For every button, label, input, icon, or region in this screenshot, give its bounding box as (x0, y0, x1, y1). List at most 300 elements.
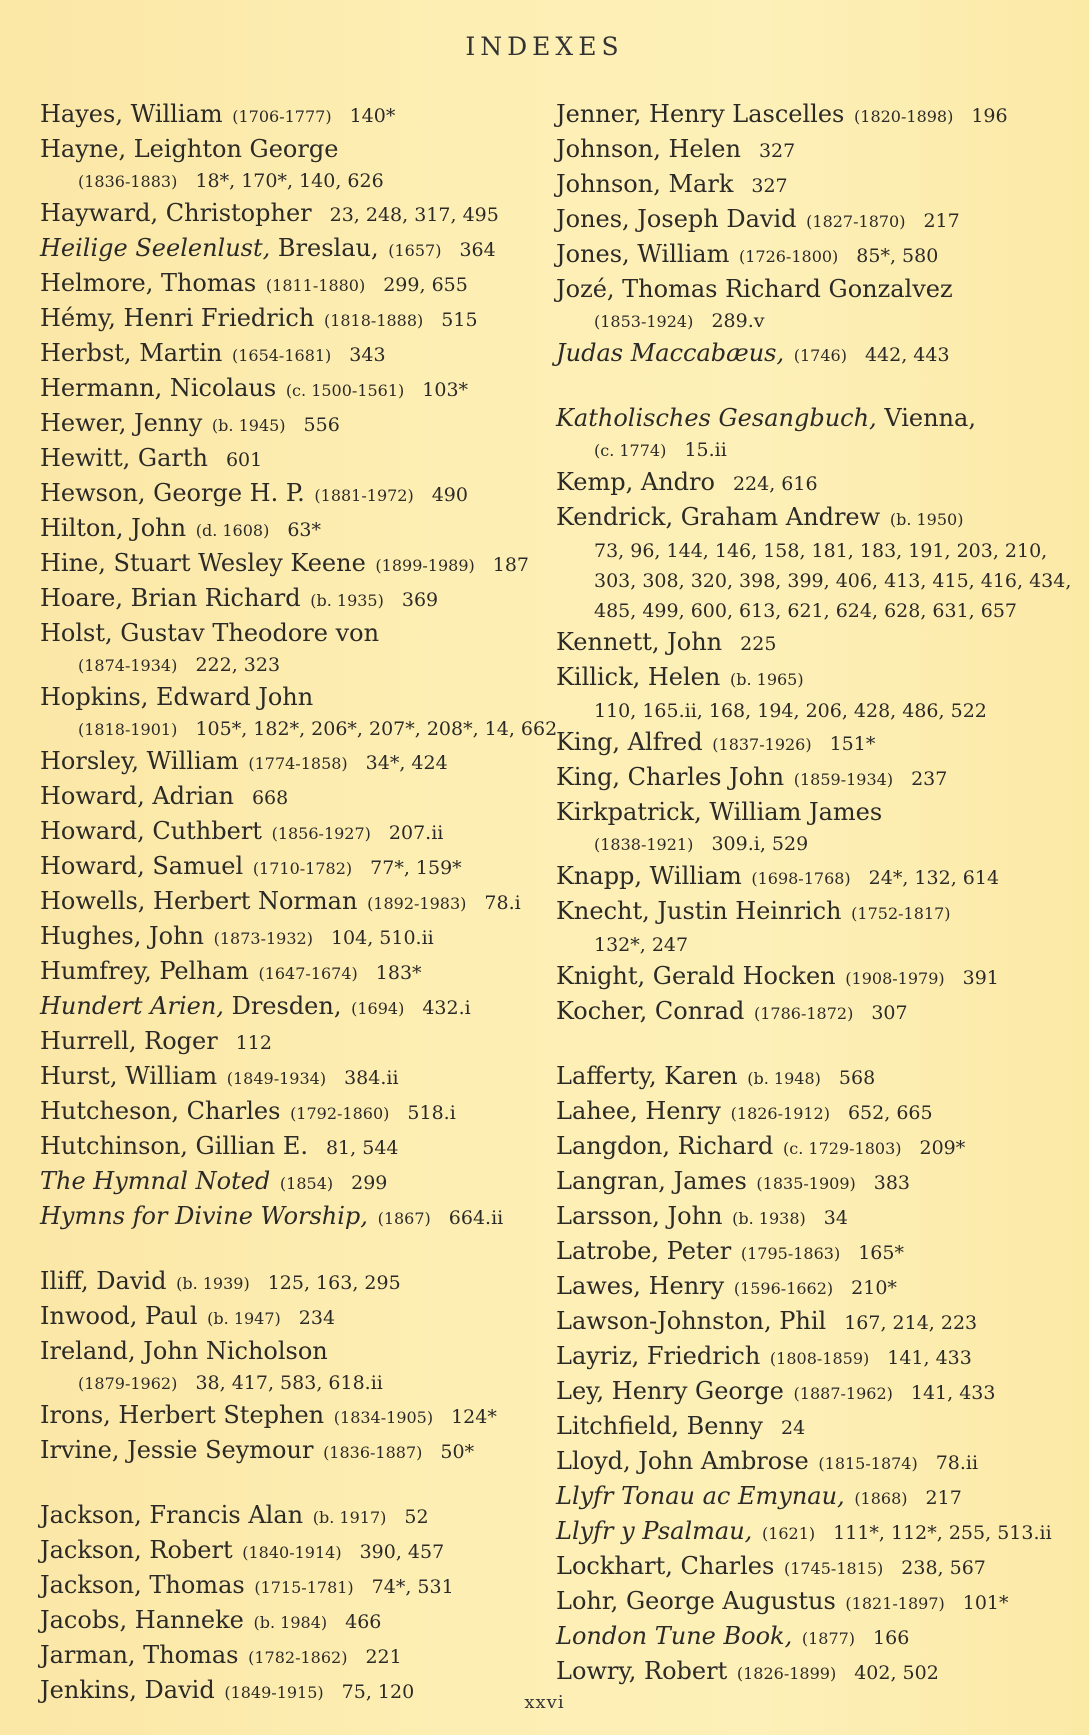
entry-name: Hémy, Henri Friedrich (40, 304, 315, 332)
entry-name: Hopkins, Edward John (40, 683, 314, 711)
entry-name: Kendrick, Graham Andrew (556, 503, 881, 531)
entry-dates: (1746) (793, 346, 847, 365)
entry-name: Larsson, John (556, 1202, 723, 1230)
entry-name: Humfrey, Pelham (40, 957, 249, 985)
entry-name: London Tune Book, (556, 1622, 793, 1650)
index-entry (556, 1095, 1076, 1130)
entry-place: Dresden, (231, 992, 342, 1020)
entry-pages: 34 (823, 1207, 848, 1229)
index-entry (40, 1604, 560, 1639)
entry-dates: (1827-1870) (806, 212, 906, 231)
entry-pages: 103* (422, 379, 469, 401)
index-entry (40, 1300, 560, 1335)
index-entry (556, 661, 1076, 726)
section-gap (40, 1235, 560, 1265)
index-entry (40, 1639, 560, 1674)
entry-continuation (40, 650, 560, 681)
entry-name: Herbst, Martin (40, 339, 223, 367)
entry-pages: 50* (440, 1441, 475, 1463)
index-entry (556, 796, 1076, 860)
entry-dates: (c. 1500-1561) (285, 381, 405, 400)
entry-pages: 78.ii (935, 1452, 979, 1474)
index-entry (40, 1335, 560, 1399)
entry-name: Howard, Samuel (40, 852, 244, 880)
entry-dates: (1837-1926) (712, 735, 812, 754)
entry-dates: (1815-1874) (818, 1454, 918, 1473)
entry-pages: 75, 120 (341, 1681, 415, 1703)
entry-continuation (556, 435, 1076, 466)
entry-dates: (1792-1860) (290, 1104, 390, 1123)
index-entry (556, 337, 1076, 372)
index-entry (40, 681, 560, 745)
entry-pages: 237 (911, 768, 948, 790)
entry-pages: 52 (404, 1506, 429, 1528)
index-entry (556, 1585, 1076, 1620)
entry-dates: (1877) (801, 1629, 856, 1648)
entry-name: Hilton, John (40, 514, 187, 542)
index-entry (556, 466, 1076, 501)
entry-pages: 151* (829, 733, 876, 755)
index-entry (40, 920, 560, 955)
index-entry (40, 617, 560, 681)
entry-dates: (1836-1883) (78, 172, 178, 191)
index-entry (40, 1534, 560, 1569)
index-entry (40, 1399, 560, 1434)
index-entry (40, 512, 560, 547)
entry-pages: 369 (401, 589, 439, 611)
entry-name: Hoare, Brian Richard (40, 584, 301, 612)
entry-name: Johnson, Mark (556, 170, 734, 198)
entry-dates: (1873-1932) (213, 929, 313, 948)
index-entry (40, 815, 560, 850)
entry-dates: (1879-1962) (78, 1374, 178, 1393)
entry-pages: 104, 510.ii (330, 927, 434, 949)
entry-pages: 383 (873, 1172, 911, 1194)
entry-dates: (c. 1729-1803) (783, 1139, 902, 1158)
index-entry (556, 1130, 1076, 1165)
entry-pages: 222, 323 (195, 654, 281, 676)
index-entry (556, 1270, 1076, 1305)
entry-dates: (1710-1782) (252, 859, 353, 878)
entry-name: Johnson, Helen (556, 135, 741, 163)
index-entry (556, 402, 1076, 466)
entry-place: Vienna, (884, 404, 976, 432)
entry-pages: 110, 165.ii, 168, 194, 206, 428, 486, 522 (594, 700, 987, 722)
entry-dates: (b. 1935) (310, 591, 384, 610)
index-entry (556, 203, 1076, 238)
entry-dates: (1782-1862) (248, 1648, 348, 1667)
index-entry (40, 1060, 560, 1095)
entry-name: Jozé, Thomas Richard Gonzalvez (556, 275, 953, 303)
entry-dates: (1647-1674) (258, 964, 358, 983)
entry-continuation (40, 714, 560, 745)
entry-pages: 224, 616 (732, 473, 818, 495)
index-entry (556, 960, 1076, 995)
entry-name: Howells, Herbert Norman (40, 887, 358, 915)
entry-pages: 34*, 424 (365, 752, 448, 774)
entry-name: Horsley, William (40, 747, 239, 775)
entry-dates: (1774-1858) (248, 754, 348, 773)
entry-dates: (1854) (279, 1174, 334, 1193)
entry-dates: (1836-1887) (323, 1443, 423, 1462)
section-gap (556, 372, 1076, 402)
entry-pages: 221 (365, 1646, 402, 1668)
index-entry (40, 990, 560, 1025)
entry-name: Hughes, John (40, 922, 204, 950)
entry-name: Lockhart, Charles (556, 1552, 775, 1580)
entry-dates: (1786-1872) (753, 1004, 854, 1023)
entry-dates: (1849-1934) (226, 1069, 327, 1088)
entry-continuation (556, 306, 1076, 337)
entry-name: Jacobs, Hanneke (40, 1606, 244, 1634)
index-entry (40, 780, 560, 815)
entry-dates: (1892-1983) (367, 894, 467, 913)
entry-pages: 81, 544 (325, 1137, 399, 1159)
entry-pages: 183* (375, 962, 422, 984)
entry-pages: 391 (962, 967, 999, 989)
index-entry (556, 726, 1076, 761)
entry-name: Kennett, John (556, 628, 723, 656)
entry-pages: 217 (925, 1487, 962, 1509)
entry-pages: 442, 443 (864, 344, 950, 366)
entry-name: Irons, Herbert Stephen (40, 1401, 325, 1429)
entry-pages: 556 (303, 414, 340, 436)
index-entry (40, 1095, 560, 1130)
index-entry (40, 133, 560, 197)
entry-name: Kocher, Conrad (556, 997, 745, 1025)
entry-name: Heilige Seelenlust, (40, 234, 271, 262)
entry-dates: (b. 1948) (747, 1069, 821, 1088)
entry-name: Latrobe, Peter (556, 1237, 732, 1265)
entry-name: Hutchinson, Gillian E. (40, 1132, 308, 1160)
entry-name: Lawson-Johnston, Phil (556, 1307, 827, 1335)
entry-dates: (1752-1817) (851, 904, 951, 923)
entry-continuation (40, 1368, 560, 1399)
entry-name: Jackson, Thomas (40, 1571, 245, 1599)
index-entry (40, 885, 560, 920)
index-entry (556, 1340, 1076, 1375)
entry-name: Hine, Stuart Wesley Keene (40, 549, 366, 577)
index-entry (40, 1165, 560, 1200)
entry-dates: (1698-1768) (751, 869, 851, 888)
entry-pages: 390, 457 (359, 1541, 445, 1563)
entry-dates: (1795-1863) (740, 1244, 841, 1263)
entry-name: Kemp, Andro (556, 468, 715, 496)
index-entry (556, 860, 1076, 895)
section-gap (556, 1030, 1076, 1060)
index-column-right (556, 98, 1076, 1690)
index-entry (556, 1655, 1076, 1690)
entry-dates: (1726-1800) (738, 247, 839, 266)
index-entry (556, 168, 1076, 203)
entry-pages: 210* (851, 1277, 897, 1299)
entry-pages: 38, 417, 583, 618.ii (195, 1372, 383, 1394)
index-entry (40, 477, 560, 512)
index-entry (556, 895, 1076, 960)
entry-name: Litchfield, Benny (556, 1412, 763, 1440)
entry-name: Hymns for Divine Worship, (40, 1202, 368, 1230)
entry-dates: (1887-1962) (793, 1384, 893, 1403)
index-entry (40, 1434, 560, 1469)
index-entry (556, 238, 1076, 273)
entry-dates: (1835-1909) (756, 1174, 856, 1193)
entry-dates: (1874-1934) (78, 656, 178, 675)
entry-name: Knecht, Justin Heinrich (556, 897, 842, 925)
entry-dates: (1811-1880) (265, 276, 366, 295)
entry-name: Hutcheson, Charles (40, 1097, 281, 1125)
entry-pages: 515 (441, 309, 478, 331)
entry-pages: 140* (349, 105, 396, 127)
index-entry (40, 407, 560, 442)
entry-dates: (b. 1938) (732, 1209, 806, 1228)
entry-dates: (b. 1945) (211, 416, 286, 435)
entry-pages: 568 (838, 1067, 876, 1089)
entry-name: Hayne, Leighton George (40, 135, 339, 163)
entry-name: The Hymnal Noted (40, 1167, 271, 1195)
entry-dates: (d. 1608) (195, 521, 270, 540)
entry-name: Knight, Gerald Hocken (556, 962, 836, 990)
entry-name: Killick, Helen (556, 663, 721, 691)
section-gap (40, 1469, 560, 1499)
entry-pages: 518.i (407, 1102, 456, 1124)
entry-dates: (1868) (854, 1489, 908, 1508)
entry-name: King, Alfred (556, 728, 703, 756)
entry-name: Lloyd, John Ambrose (556, 1447, 809, 1475)
entry-name: Jarman, Thomas (40, 1641, 239, 1669)
entry-pages: 466 (345, 1611, 382, 1633)
entry-pages: 132*, 247 (594, 934, 689, 956)
entry-pages: 196 (971, 105, 1008, 127)
index-entry (556, 1165, 1076, 1200)
entry-pages: 166 (873, 1627, 910, 1649)
entry-name: Jackson, Robert (40, 1536, 233, 1564)
index-entry (556, 761, 1076, 796)
entry-name: Knapp, William (556, 862, 742, 890)
entry-pages: 77*, 159* (370, 857, 462, 879)
index-entry (556, 626, 1076, 661)
entry-name: Inwood, Paul (40, 1302, 198, 1330)
entry-name: Kirkpatrick, William James (556, 798, 883, 826)
entry-name: Judas Maccabæus, (556, 339, 785, 367)
index-entry (40, 232, 560, 267)
index-entry (40, 197, 560, 232)
entry-pages: 112 (235, 1032, 272, 1054)
entry-name: Iliff, David (40, 1267, 167, 1295)
entry-dates: (1840-1914) (242, 1543, 342, 1562)
entry-dates: (1826-1912) (730, 1104, 830, 1123)
index-entry (40, 337, 560, 372)
entry-name: Ireland, John Nicholson (40, 1337, 328, 1365)
entry-pages: 74*, 531 (371, 1576, 454, 1598)
entry-name: King, Charles John (556, 763, 785, 791)
entry-name: Hurst, William (40, 1062, 218, 1090)
entry-pages: 384.ii (344, 1067, 399, 1089)
entry-dates: (1621) (761, 1524, 816, 1543)
entry-pages: 141, 433 (910, 1382, 996, 1404)
entry-name: Hewer, Jenny (40, 409, 203, 437)
index-entry (40, 850, 560, 885)
index-entry (556, 1200, 1076, 1235)
index-entry (40, 372, 560, 407)
entry-pages: 73, 96, 144, 146, 158, 181, 183, 191, 203, 210, 303, 308, 320, 398, 399, 406, 413, 415, 416, 434, 485, 499, 600, 613, 621, 624, 628, 631, 657 (594, 540, 1072, 622)
entry-dates: (1654-1681) (231, 346, 332, 365)
entry-name: Hewson, George H. P. (40, 479, 305, 507)
index-entry (40, 1025, 560, 1060)
entry-pages: 15.ii (684, 439, 727, 461)
entry-name: Langdon, Richard (556, 1132, 774, 1160)
index-column-left (40, 98, 560, 1709)
entry-name: Howard, Cuthbert (40, 817, 262, 845)
entry-dates: (b. 1965) (729, 670, 804, 689)
entry-name: Jones, Joseph David (556, 205, 797, 233)
index-entry (556, 1445, 1076, 1480)
entry-dates: (1821-1897) (845, 1594, 945, 1613)
entry-dates: (1834-1905) (333, 1408, 434, 1427)
entry-pages: 187 (492, 554, 530, 576)
entry-pages: 664.ii (448, 1207, 504, 1229)
entry-continuation (556, 829, 1076, 860)
entry-name: Layriz, Friedrich (556, 1342, 761, 1370)
entry-dates: (1859-1934) (793, 770, 894, 789)
entry-pages: 402, 502 (854, 1662, 939, 1684)
index-entry (556, 1620, 1076, 1655)
entry-pages: 165* (858, 1242, 904, 1264)
entry-pages: 490 (431, 484, 468, 506)
entry-dates: (1694) (351, 999, 405, 1018)
entry-name: Katholisches Gesangbuch, (556, 404, 877, 432)
entry-pages: 78.i (484, 892, 521, 914)
index-entry (40, 302, 560, 337)
entry-pages: 167, 214, 223 (844, 1312, 978, 1334)
index-entry (556, 1515, 1076, 1550)
entry-dates: (1849-1915) (224, 1683, 324, 1702)
entry-pages: 18*, 170*, 140, 626 (195, 170, 384, 192)
entry-pages: 101* (962, 1592, 1009, 1614)
entry-pages: 668 (251, 787, 289, 809)
entry-pages: 141, 433 (887, 1347, 972, 1369)
entry-dates: (1745-1815) (783, 1559, 884, 1578)
entry-pages: 343 (349, 344, 386, 366)
entry-pages: 217 (923, 210, 960, 232)
entry-dates: (1657) (388, 241, 442, 260)
entry-pages: 24 (780, 1417, 806, 1439)
index-entry (40, 1569, 560, 1604)
entry-name: Hundert Arien, (40, 992, 224, 1020)
entry-dates: (1596-1662) (733, 1279, 834, 1298)
entry-name: Hermann, Nicolaus (40, 374, 277, 402)
entry-name: Helmore, Thomas (40, 269, 257, 297)
entry-dates: (1818-1901) (78, 720, 178, 739)
index-entry (556, 1305, 1076, 1340)
index-entry (40, 1130, 560, 1165)
entry-pages: 327 (751, 175, 788, 197)
entry-continuation (556, 696, 1076, 726)
entry-pages: 24*, 132, 614 (868, 867, 1000, 889)
entry-dates: (1808-1859) (769, 1349, 870, 1368)
entry-pages: 327 (758, 140, 796, 162)
index-entry (40, 1200, 560, 1235)
entry-name: Irvine, Jessie Seymour (40, 1436, 314, 1464)
entry-dates: (b. 1939) (176, 1274, 250, 1293)
entry-dates: (1715-1781) (254, 1578, 354, 1597)
entry-name: Lohr, George Augustus (556, 1587, 836, 1615)
index-entry (40, 745, 560, 780)
entry-pages: 105*, 182*, 206*, 207*, 208*, 14, 662 (195, 718, 558, 740)
entry-name: Llyfr Tonau ac Emynau, (556, 1482, 845, 1510)
index-entry (40, 98, 560, 133)
entry-pages: 307 (871, 1002, 908, 1024)
entry-dates: (1820-1898) (854, 107, 954, 126)
entry-dates: (1706-1777) (232, 107, 332, 126)
entry-dates: (1853-1924) (594, 312, 694, 331)
entry-dates: (1826-1899) (736, 1664, 837, 1683)
entry-pages: 124* (451, 1406, 497, 1428)
entry-pages: 23, 248, 317, 495 (329, 204, 499, 226)
entry-pages: 289.v (711, 310, 765, 332)
entry-continuation (40, 166, 560, 197)
entry-name: Lawes, Henry (556, 1272, 725, 1300)
entry-pages: 125, 163, 295 (267, 1272, 401, 1294)
entry-name: Holst, Gustav Theodore von (40, 619, 380, 647)
index-entry (40, 955, 560, 990)
entry-name: Jenner, Henry Lascelles (556, 100, 845, 128)
entry-name: Hayes, William (40, 100, 223, 128)
index-entry (556, 1480, 1076, 1515)
index-entry (556, 1550, 1076, 1585)
entry-name: Lafferty, Karen (556, 1062, 738, 1090)
entry-place: Breslau, (277, 234, 379, 262)
entry-name: Lowry, Robert (556, 1657, 728, 1685)
index-entry (556, 273, 1076, 337)
entry-dates: (c. 1774) (594, 441, 667, 460)
entry-pages: 209* (919, 1137, 966, 1159)
entry-pages: 299 (351, 1172, 388, 1194)
entry-name: Ley, Henry George (556, 1377, 784, 1405)
entry-name: Hayward, Christopher (40, 199, 312, 227)
entry-name: Jones, William (556, 240, 730, 268)
entry-name: Howard, Adrian (40, 782, 234, 810)
entry-pages: 225 (740, 633, 777, 655)
index-entry (40, 547, 560, 582)
index-entry (556, 501, 1076, 626)
index-entry (556, 1375, 1076, 1410)
entry-dates: (1818-1888) (323, 311, 424, 330)
entry-pages: 207.ii (388, 822, 444, 844)
entry-dates: (b. 1947) (207, 1309, 281, 1328)
entry-pages: 601 (225, 449, 263, 471)
index-entry (40, 582, 560, 617)
entry-continuation (556, 930, 1076, 960)
entry-dates: (b. 1917) (312, 1508, 387, 1527)
index-entry (556, 98, 1076, 133)
entry-pages: 364 (459, 239, 496, 261)
entry-pages: 85*, 580 (856, 245, 939, 267)
entry-pages: 432.i (422, 997, 471, 1019)
entry-name: Jackson, Francis Alan (40, 1501, 304, 1529)
entry-pages: 309.i, 529 (711, 833, 809, 855)
entry-dates: (1908-1979) (845, 969, 945, 988)
index-entry (556, 1235, 1076, 1270)
entry-name: Lahee, Henry (556, 1097, 721, 1125)
page-number: xxvi (524, 1692, 565, 1713)
entry-name: Hurrell, Roger (40, 1027, 218, 1055)
entry-pages: 111*, 112*, 255, 513.ii (833, 1522, 1052, 1544)
entry-dates: (1867) (377, 1209, 431, 1228)
index-entry (40, 267, 560, 302)
entry-dates: (1899-1989) (375, 556, 475, 575)
entry-name: Jenkins, David (40, 1676, 215, 1704)
index-entry (556, 1410, 1076, 1445)
